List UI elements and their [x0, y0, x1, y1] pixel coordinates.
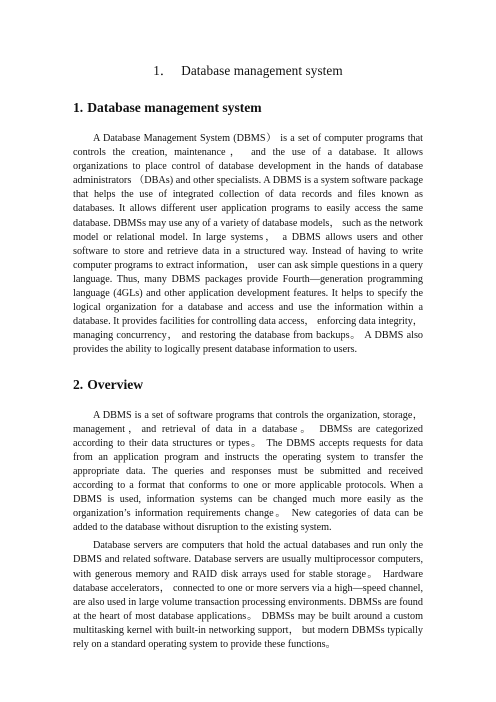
section-heading — [73, 376, 423, 394]
document-title — [73, 62, 423, 80]
paragraph: A Database Management System (DBMS） is a set of computer programs that controls the creation, maintenance， and the use of a database. It allows organizations to place control of database development in the hands of database administrators （DBAs) and other specialists. A DBMS is a system software package that helps the use of integrated collection of data records and files known as databases. It allows different user application programs to easily access the same database. DBMSs may use any of a variety of database models， such as the network model or relational model. In large systems， a DBMS allows users and other software to store and retrieve data in a structured way. Instead of having to write computer programs to extract information， user can ask simple questions in a query language. Thus, many DBMS packages provide Fourth—generation programming language (4GLs) and other application development features. It helps to specify the logical organization for a database and access and use the information within a database. It provides facilities for controlling data access， enforcing data integrity， managing concurrency， and restoring the database from backups。 A DBMS also provides the ability to logically present database information to users. — [73, 133, 423, 356]
section-number: 2. — [73, 376, 84, 392]
paragraph: A DBMS is a set of software programs that controls the organization, storage，management，and retrieval of data in a database。 DBMSs are categorized according to their data structures or types。 The DBMS accepts requests for data from an application program and instructs the operating system to transfer the appropriate data. The queries and responses must be submitted and received according to a format that conforms to one or more applicable protocols. When a DBMS is used, information systems can be changed much more easily as the organization’s information requirements change。 New categories of data can be added to the database without disruption to the existing system. — [73, 409, 423, 534]
section-heading-text: Database management system — [87, 100, 262, 115]
document-title-text: Database management system — [181, 63, 343, 78]
section-heading-text: Overview — [87, 376, 144, 392]
paragraph: Database servers are computers that hold the actual databases and run only the DBMS and related software. Database servers are usually multiprocessor computers, with generous memory and RAID disk arrays used for stable storage。 Hardware database accelerators， connected to one or more servers via a high—speed channel, are also used in large volume transaction processing environments. DBMSs are found at the heart of most database applications。 DBMSs may be built around a custom multitasking kernel with built-in networking support， but modern DBMSs typically rely on a standard operating system to provide these functions。 — [73, 540, 423, 650]
document-title-number: 1． — [153, 63, 174, 78]
section-heading — [73, 99, 423, 117]
section-database-management-system — [73, 99, 423, 358]
section-overview — [73, 376, 423, 653]
section-number: 1. — [73, 100, 84, 115]
